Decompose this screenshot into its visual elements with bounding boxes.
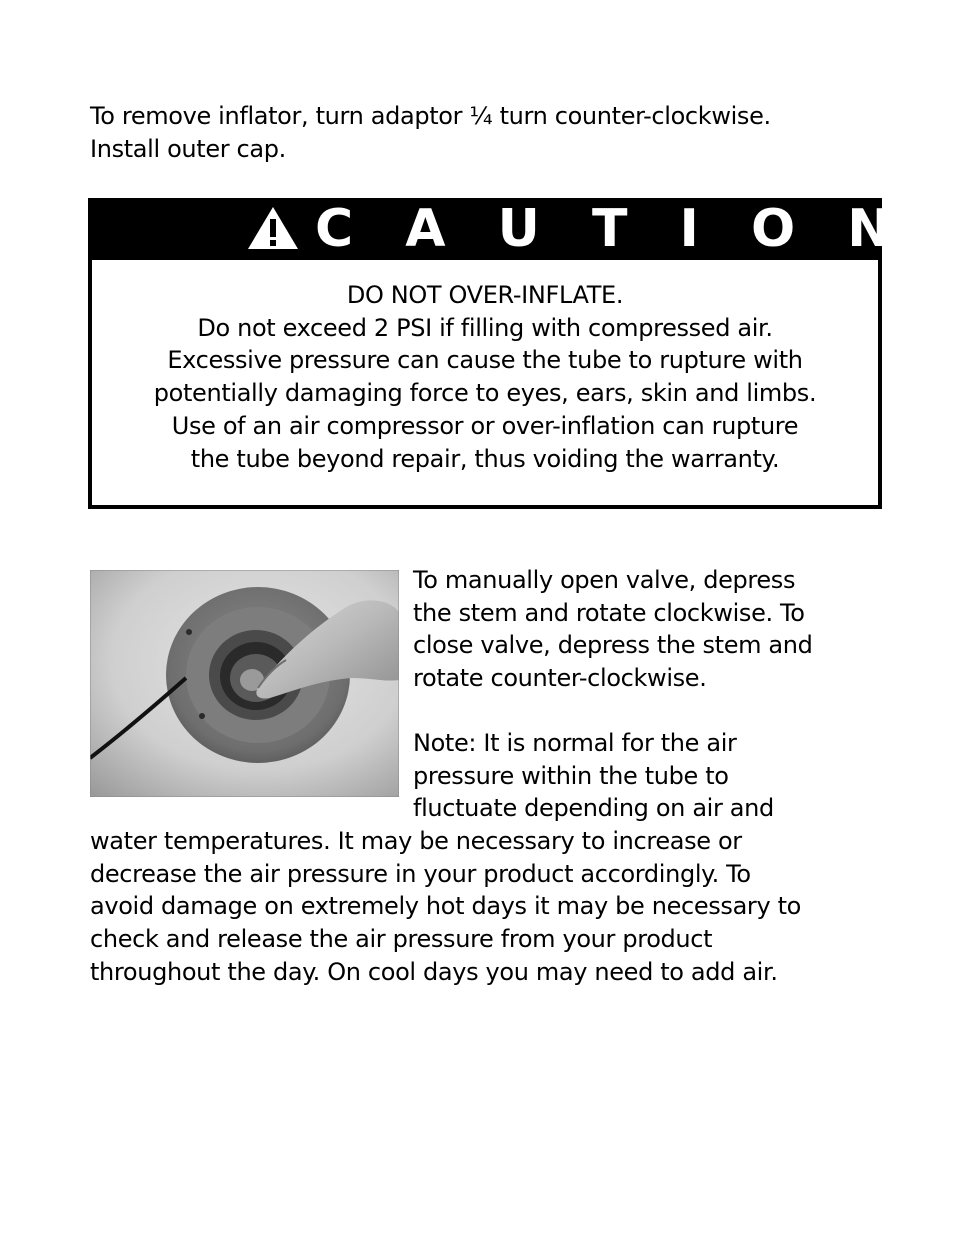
note-line: throughout the day. On cool days you may need to add air. xyxy=(90,957,778,986)
caution-line: Do not exceed 2 PSI if filling with compressed air. xyxy=(197,313,773,342)
valve-line: To manually open valve, depress xyxy=(413,566,796,594)
caution-box xyxy=(88,198,908,509)
note-line: avoid damage on extremely hot days it may be necessary to xyxy=(90,892,801,921)
caution-body xyxy=(88,260,882,509)
note-line: water temperatures. It may be necessary to increase or xyxy=(90,827,742,855)
valve-line: rotate counter-clockwise. xyxy=(413,664,707,693)
note-continuation xyxy=(90,825,890,989)
intro-line: To remove inflator, turn adaptor ¼ turn counter-clockwise. xyxy=(90,102,771,130)
caution-line: potentially damaging force to eyes, ears, skin and limbs. xyxy=(153,379,817,408)
note-line: pressure within the tube to xyxy=(413,761,729,790)
note-line: decrease the air pressure in your product accordingly. To xyxy=(90,859,751,888)
note-line: check and release the air pressure from your product xyxy=(90,925,713,954)
valve-instructions xyxy=(413,564,883,695)
intro-paragraph xyxy=(90,100,890,165)
caution-line: Use of an air compressor or over-inflation can rupture xyxy=(171,411,799,440)
valve-line: the stem and rotate clockwise. To xyxy=(413,598,805,627)
note-line: fluctuate depending on air and xyxy=(413,794,774,823)
intro-line: Install outer cap. xyxy=(90,134,286,163)
warning-triangle-icon xyxy=(247,206,299,250)
note-paragraph xyxy=(413,727,883,825)
caution-header xyxy=(88,198,908,262)
caution-line: Excessive pressure can cause the tube to rupture with xyxy=(167,346,803,375)
note-line: Note: It is normal for the air xyxy=(413,729,737,757)
valve-photo xyxy=(90,570,399,797)
caution-line: the tube beyond repair, thus voiding the warranty. xyxy=(190,444,780,473)
caution-text xyxy=(92,279,878,475)
caution-line: DO NOT OVER-INFLATE. xyxy=(346,281,624,309)
valve-line: close valve, depress the stem and xyxy=(413,631,813,660)
caution-title: C A U T I O N xyxy=(315,199,908,259)
